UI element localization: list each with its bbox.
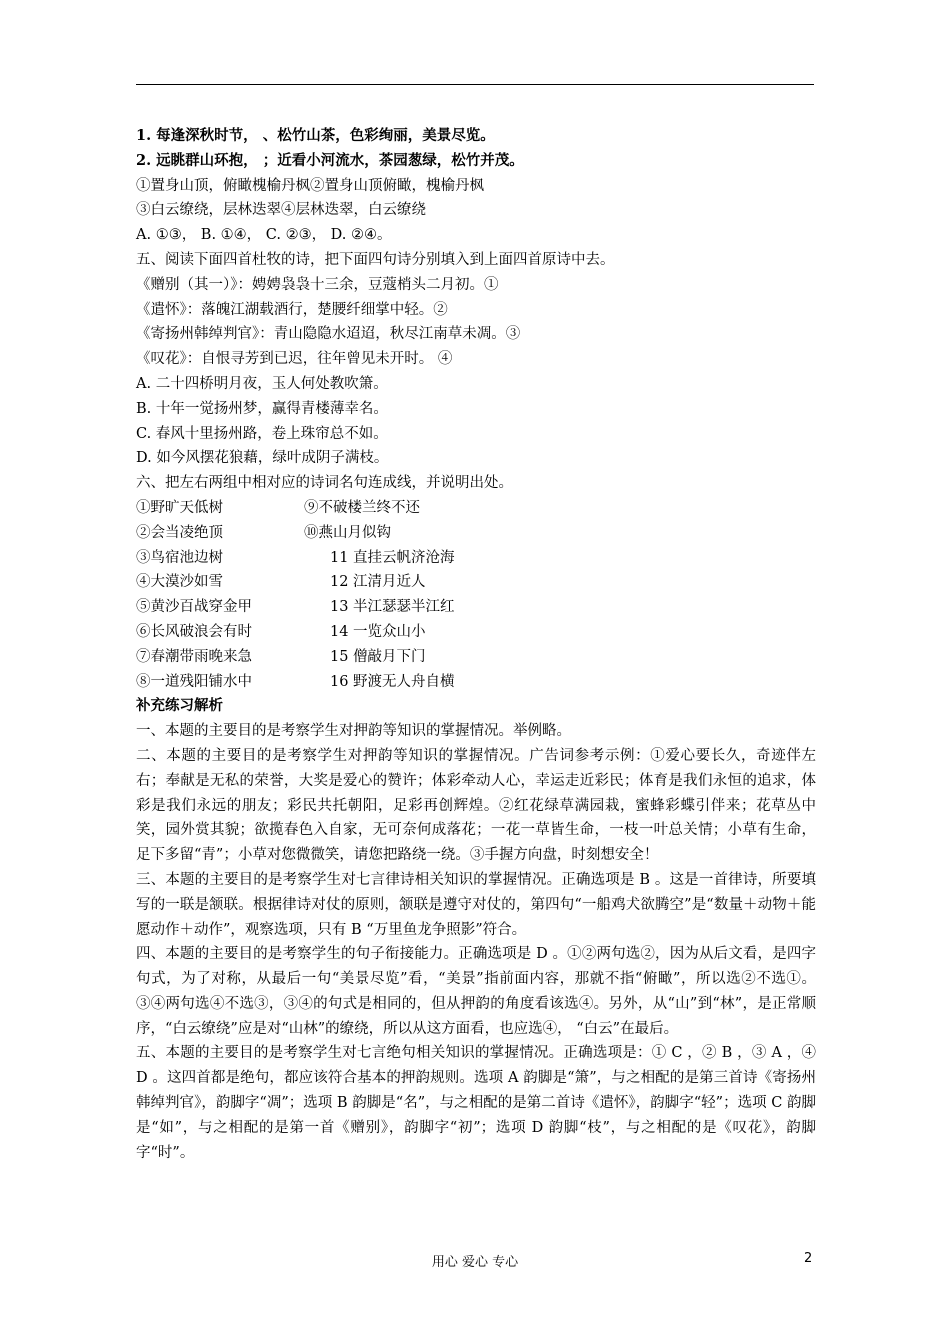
match-left: ⑤黄沙百战穿金甲 bbox=[136, 599, 252, 616]
document-body bbox=[136, 124, 816, 1165]
match-pair bbox=[136, 570, 816, 595]
match-pair bbox=[136, 496, 816, 521]
match-pair bbox=[136, 546, 816, 571]
choice-line: A. ①③， B. ①④， C. ②③， D. ②④。 bbox=[136, 227, 392, 244]
answer-paragraph-1: 一、本题的主要目的是考察学生对押韵等知识的掌握情况。举例略。 bbox=[136, 723, 571, 740]
footer-motto: 用心 爱心 专心 bbox=[431, 1255, 519, 1270]
match-right: ⑩燕山月似钩 bbox=[304, 524, 391, 541]
match-pair bbox=[136, 670, 816, 695]
poem-line: 《叹花》：自恨寻芳到已迟，往年曾见未开时。 ④ bbox=[136, 351, 453, 368]
verse-option: C. 春风十里扬州路，卷上珠帘总不如。 bbox=[136, 425, 388, 442]
match-right: 13 半江瑟瑟半江红 bbox=[330, 599, 455, 616]
answer-paragraph-4: 四、本题的主要目的是考察学生的句子衔接能力。正确选项是 D 。①②两句选②，因为从后文看，是四字句式，为了对称，从最后一句“美景尽览”看，“美景”指前面内容，那就不指“俯瞰”，所以选②不选①。③④两句选④不选③，③④的句式是相同的，但从押韵的角度看该选④。另外，从“山”到“林”，是正常顺序，“白云缭绕”应是对“山林”的缭绕，所以从这方面看，也应选④， “白云”在最后。 bbox=[136, 946, 816, 1037]
section-five-heading: 五、阅读下面四首杜牧的诗，把下面四句诗分别填入到上面四首原诗中去。 bbox=[136, 251, 615, 268]
section-six-heading: 六、把左右两组中相对应的诗词名句连成线，并说明出处。 bbox=[136, 475, 513, 492]
match-pair bbox=[136, 620, 816, 645]
poem-line: 《赠别（其一）》：娉娉袅袅十三余，豆蔻梢头二月初。① bbox=[136, 276, 499, 293]
match-pair bbox=[136, 521, 816, 546]
match-right: 12 江清月近人 bbox=[330, 574, 426, 591]
answer-heading: 补充练习解析 bbox=[136, 697, 223, 715]
match-pair bbox=[136, 645, 816, 670]
match-left: ②会当凌绝顶 bbox=[136, 524, 223, 541]
question-line-2: 2. 远眺群山环抱， ；近看小河流水，茶园葱绿，松竹并茂。 bbox=[136, 151, 524, 169]
option-line: ①置身山顶，俯瞰槐榆丹枫②置身山顶俯瞰，槐榆丹枫 bbox=[136, 177, 484, 194]
match-right: ⑨不破楼兰终不还 bbox=[304, 499, 420, 516]
verse-option: A. 二十四桥明月夜，玉人何处教吹箫。 bbox=[136, 375, 388, 392]
option-line: ③白云缭绕，层林迭翠④层林迭翠，白云缭绕 bbox=[136, 202, 426, 219]
answer-paragraph-3: 三、本题的主要目的是考察学生对七言律诗相关知识的掌握情况。正确选项是 B 。这是一首律诗，所要填写的一联是颔联。根据律诗对仗的原则，颔联是遵守对仗的，第四句“一船鸡犬欲腾空”是“数量＋动物＋能愿动作＋动作”，观察选项，只有 B “万里鱼龙争照影”符合。 bbox=[136, 871, 817, 938]
verse-option: D. 如今风摆花狼藉，绿叶成阴子满枝。 bbox=[136, 450, 389, 467]
page-number: 2 bbox=[804, 1251, 813, 1266]
match-left: ①野旷天低树 bbox=[136, 499, 223, 516]
match-right: 16 野渡无人舟自横 bbox=[330, 673, 455, 690]
match-left: ③鸟宿池边树 bbox=[136, 549, 223, 566]
header-rule bbox=[136, 84, 814, 85]
match-pair bbox=[136, 595, 816, 620]
answer-paragraph-5: 五、本题的主要目的是考察学生对七言绝句相关知识的掌握情况。正确选项是：① C ，② B ，③ A ，④ D 。这四首都是绝句，都应该符合基本的押韵规则。选项 A 韵脚是“箫”，与之相配的是第三首诗《寄扬州韩绰判官》，韵脚字“凋”；选项 B 韵脚是“名”，与之相配的是第二首诗《遣怀》，韵脚字“轻”；选项 C 韵脚是“如”，与之相配的是第一首《赠别》，韵脚字“初”；选项 D 韵脚“枝”，与之相配的是《叹花》，韵脚字“时”。 bbox=[136, 1045, 816, 1161]
question-line-1: 1. 每逢深秋时节， 、松竹山茶，色彩绚丽，美景尽览。 bbox=[136, 127, 495, 144]
match-right: 11 直挂云帆济沧海 bbox=[330, 549, 455, 566]
match-left: ④大漠沙如雪 bbox=[136, 574, 223, 591]
poem-line: 《寄扬州韩绰判官》：青山隐隐水迢迢，秋尽江南草未凋。③ bbox=[136, 326, 521, 343]
poem-line: 《遣怀》：落魄江湖载酒行，楚腰纤细掌中轻。② bbox=[136, 301, 448, 318]
match-left: ⑦春潮带雨晚来急 bbox=[136, 648, 252, 665]
match-right: 15 僧敲月下门 bbox=[330, 648, 426, 665]
verse-option: B. 十年一觉扬州梦，赢得青楼薄幸名。 bbox=[136, 400, 388, 417]
answer-paragraph-2: 二、本题的主要目的是考察学生对押韵等知识的掌握情况。广告词参考示例：①爱心要长久，奇迹伴左右；奉献是无私的荣誉，大奖是爱心的赞许；体彩牵动人心，幸运走近彩民；体育是我们永恒的追求，体彩是我们永远的朋友；彩民共托朝阳，足彩再创辉煌。②红花绿草满园栽，蜜蜂彩蝶引伴来；花草丛中笑，园外赏其貌；欲揽春色入自家，无可奈何成落花；一花一草皆生命，一枝一叶总关情；小草有生命，足下多留“青”；小草对您微微笑，请您把路绕一绕。③手握方向盘，时刻想安全！ bbox=[136, 747, 816, 864]
match-left: ⑧一道残阳铺水中 bbox=[136, 673, 252, 690]
match-left: ⑥长风破浪会有时 bbox=[136, 623, 252, 640]
match-right: 14 一览众山小 bbox=[330, 623, 426, 640]
